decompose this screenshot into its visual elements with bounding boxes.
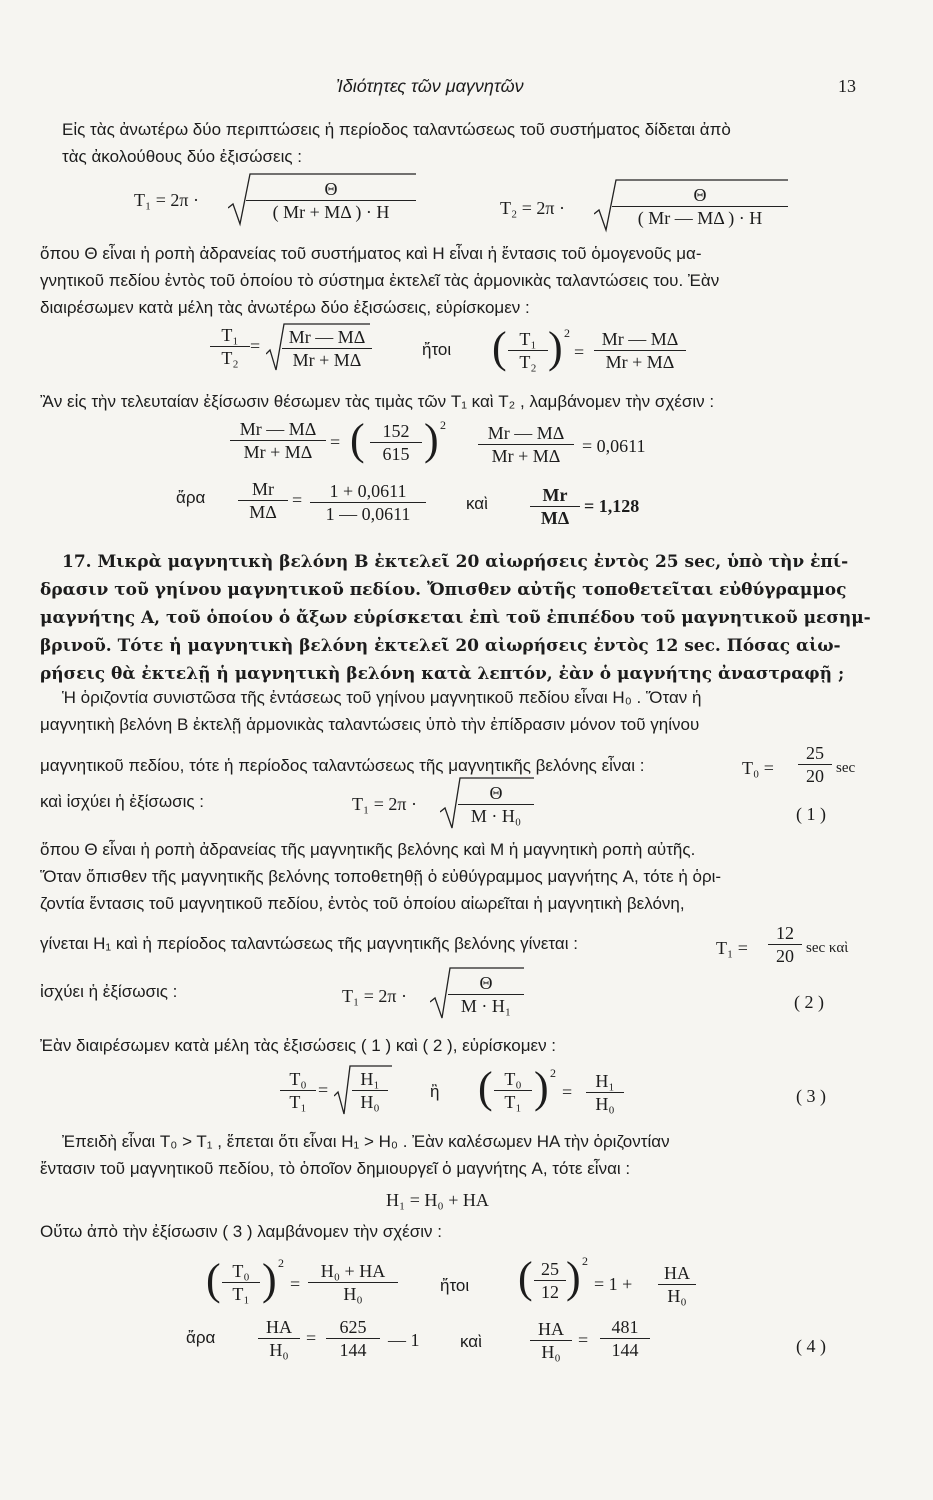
numerator: HA [530,1318,572,1341]
numerator: 625 [326,1316,380,1339]
denominator: MΔ [540,508,570,528]
eq-t2-fraction [612,184,788,229]
numerator: Mr — MΔ [594,328,686,351]
text-line: γνητικοῦ πεδίου ἐντὸς τοῦ ὁποίου τὸ σύστημα ἐκτελεῖ τὰς ἁρμονικὰς ταλαντώσεις του. Ἐὰν [40,271,720,290]
denominator: T₁ [504,1092,522,1112]
numerator: 12 [768,922,802,945]
denominator: 1 — 0,0611 [325,504,411,524]
right-paren: ) [566,1253,581,1302]
t0-fraction [798,742,832,787]
h-ratio [658,1262,696,1307]
t-ratio [280,1068,316,1113]
denominator: Mr + MΔ [605,352,675,372]
text-line: τὰς ἀκολούθους δύο ἐξισώσεις : [62,147,302,166]
numerator: H₀ + HA [308,1260,398,1283]
denominator: T₂ [519,352,537,372]
numerator: H₁ [586,1070,624,1093]
t-ratio [508,328,548,373]
itoi-word: ἤτοι [422,340,452,359]
denominator: Mr + MΔ [292,350,362,370]
eq-t1-fraction [246,178,416,223]
left-paren: ( [492,323,507,372]
text-line: καὶ ἰσχύει ἡ ἐξίσωσις : [40,792,205,811]
unit: sec [836,760,856,776]
numerator: H₁ [352,1068,388,1091]
numerator: T₁ [508,328,548,351]
right-paren: ) [262,1255,277,1304]
numerator: HA [258,1316,300,1339]
text-line: ὅπου Θ εἶναι ἡ ροπὴ ἀδρανείας τῆς μαγνητικῆς βελόνης καὶ M ἡ μαγνητικὴ ροπὴ αὐτῆς. [40,840,696,859]
numerator: Mr — MΔ [282,326,372,349]
exponent: 2 [278,1256,284,1270]
m-ratio [230,418,326,463]
eq1-fraction [458,782,534,827]
denominator: Mr + MΔ [491,446,561,466]
numerator: Θ [612,184,788,207]
text-line: Ἡ ὁριζοντία συνιστῶσα τῆς ἐντάσεως τοῦ γηίνου μαγνητικοῦ πεδίου εἶναι H₀ . Ὅταν ἡ [62,688,702,707]
h-ratio [258,1316,300,1361]
text-line: Ἂν εἰς τὴν τελευταίαν ἐξίσωσιν θέσωμεν τὰς τιμὰς τῶν T₁ καὶ T₂ , λαμβάνομεν τὴν σχέσιν : [40,392,715,411]
equals-sign: = [250,336,261,356]
result-ratio [600,1316,650,1361]
problem-line: ρήσεις θὰ ἐκτελῇ ἡ μαγνητικὴ βελόνη κατὰ λεπτόν, ἐὰν ὁ μαγνήτης ἀναστραφῇ ; [40,664,845,684]
right-paren: ) [424,415,439,464]
text-line: μαγνητικοῦ πεδίου, τότε ἡ περίοδος ταλαντώσεως τῆς μαγνητικῆς βελόνης εἶναι : [40,756,645,775]
equation-number: ( 2 ) [794,992,824,1012]
value-ratio [370,420,422,465]
value-ratio [326,1316,380,1361]
equation-number: ( 3 ) [796,1086,826,1106]
numerator: 1 + 0,0611 [310,480,426,503]
ara-word: ἄρα [186,1328,216,1347]
m-ratio [530,484,580,529]
numerator: Mr [530,484,580,507]
exponent: 2 [564,326,570,340]
text-line: Ὅταν ὄπισθεν τῆς μαγνητικῆς βελόνης τοποθετηθῇ ὁ εὐθύγραμμος μαγνήτης A, τότε ἡ ὁρι- [40,867,722,886]
denominator: M · H₁ [460,996,512,1016]
right-paren: ) [534,1063,549,1112]
m-ratio [238,478,288,523]
running-header: Ἰδιότητες τῶν μαγνητῶν [336,76,524,96]
text-line: Οὕτω ἀπὸ τὴν ἐξίσωσιν ( 3 ) λαμβάνομεν τὴν σχέσιν : [40,1222,442,1241]
or-word: ἢ [430,1082,440,1101]
eq-t1-lhs: T₁ = 2π · [134,190,200,210]
kai-word: καὶ [466,494,488,513]
numerator: Θ [448,972,524,995]
numerator: Mr — MΔ [230,418,326,441]
text-line: Ἐὰν διαιρέσωμεν κατὰ μέλη τὰς ἐξισώσεις ( 1 ) καὶ ( 2 ), εὑρίσκομεν : [40,1036,557,1055]
right-paren: ) [548,323,563,372]
denominator: M · H₀ [470,806,522,826]
unit: sec καὶ [806,940,849,956]
denominator: 615 [382,444,410,464]
denominator: 144 [339,1340,367,1360]
denominator: 12 [541,1282,559,1302]
page-number: 13 [838,76,856,96]
numerator: T₀ [494,1068,532,1091]
m-ratio [594,328,686,373]
equals-sign: = [578,1330,589,1350]
numerator: 25 [534,1258,566,1281]
eq-lhs: T₁ = 2π · [352,794,418,814]
numerator: 481 [600,1316,650,1339]
denominator: 20 [806,766,824,786]
denominator: T₂ [221,348,239,368]
problem-line: δρασιν τοῦ γηίνου μαγνητικοῦ πεδίου. Ὄπισθεν αὐτῆς τοποθετεῖται εὐθύγραμμος [40,580,847,600]
numerator: 152 [370,420,422,443]
text-line: ἔντασιν τοῦ μαγνητικοῦ πεδίου, τὸ ὁποῖον δημιουργεῖ ὁ μαγνήτης A, τότε εἶναι : [40,1159,631,1178]
denominator: H₀ [269,1340,289,1360]
h-ratio [352,1068,388,1113]
left-paren: ( [478,1063,493,1112]
value-ratio [310,480,426,525]
denominator: T₁ [289,1092,307,1112]
h-ratio [308,1260,398,1305]
denominator: H₀ [343,1284,363,1304]
denominator: Mr + MΔ [243,442,313,462]
eq2-fraction [448,972,524,1017]
numerator: T₀ [222,1260,260,1283]
numerator: Θ [246,178,416,201]
text-line: γίνεται H₁ καὶ ἡ περίοδος ταλαντώσεως τῆς μαγνητικῆς βελόνης γίνεται : [40,934,578,953]
text-line: Ἐπειδὴ εἶναι T₀ > T₁ , ἕπεται ὅτι εἶναι H₁ > H₀ . Ἐὰν καλέσωμεν HA τὴν ὁριζοντίαν [62,1132,670,1151]
numerator: Mr [238,478,288,501]
t-ratio [494,1068,532,1113]
text-line: ζοντία ἔντασις τοῦ μαγνητικοῦ πεδίου, ἐντὸς τοῦ ὁποίου αἰωρεῖται ἡ μαγνητικὴ βελόνη, [40,894,685,913]
value-ratio [534,1258,566,1303]
ara-word: ἄρα [176,488,206,507]
t1-fraction [768,922,802,967]
numerator: 25 [798,742,832,765]
kai-word: καὶ [460,1332,482,1351]
problem-line: βρινοῦ. Τότε ἡ μαγνητικὴ βελόνη ἐκτελεῖ 20 αἰωρήσεις ἐντὸς 12 sec. Πόσας αἰω- [40,636,841,656]
denominator: MΔ [249,502,277,522]
equation-number: ( 4 ) [796,1336,826,1356]
problem-line: μαγνήτης A, τοῦ ὁποίου ὁ ἄξων εὑρίσκεται ἐπὶ τοῦ ἐπιπέδου τοῦ μαγνητικοῦ μεσημ- [40,608,871,628]
result-value: = 1,128 [584,496,640,516]
eq-lhs: T₁ = 2π · [342,986,408,1006]
left-paren: ( [518,1253,533,1302]
equals-sign: = [290,1274,301,1294]
problem-line: 17. Μικρὰ μαγνητικὴ βελόνη B ἐκτελεῖ 20 αἰωρήσεις ἐντὸς 25 sec, ὑπὸ τὴν ἐπί- [62,552,849,572]
t0-label: T₀ = [742,758,774,778]
m-ratio [478,422,574,467]
denominator: 20 [776,946,794,966]
denominator: ( Mr + MΔ ) · H [272,202,390,222]
equals-sign: = [330,432,341,452]
numerator: Mr — MΔ [478,422,574,445]
equals-sign: = [306,1328,317,1348]
eq-t2-lhs: T₂ = 2π · [500,198,566,218]
h-sum-equation: H₁ = H₀ + HA [386,1190,489,1210]
text-line: ἰσχύει ἡ ἐξίσωσις : [40,982,178,1001]
exponent: 2 [582,1254,588,1268]
equals-sign: = [562,1082,573,1102]
equals-sign: = [574,342,585,362]
text-line: ὅπου Θ εἶναι ἡ ροπὴ ἀδρανείας τοῦ συστήματος καὶ H εἶναι ἡ ἔντασις τοῦ ὁμογενοῦς μα- [40,244,702,263]
result-value: = 0,0611 [582,436,646,456]
denominator: T₁ [232,1284,250,1304]
minus-one: — 1 [388,1330,420,1350]
exponent: 2 [550,1066,556,1080]
numerator: T₀ [280,1068,316,1091]
numerator: Θ [458,782,534,805]
equals-sign: = [292,490,303,510]
numerator: HA [658,1262,696,1285]
denominator: H₀ [595,1094,615,1114]
equation-number: ( 1 ) [796,804,826,824]
exponent: 2 [440,418,446,432]
text-line: Εἰς τὰς ἀνωτέρω δύο περιπτώσεις ἡ περίοδος ταλαντώσεως τοῦ συστήματος δίδεται ἀπὸ [62,120,731,139]
denominator: H₀ [360,1092,380,1112]
h-ratio [586,1070,624,1115]
denominator: 144 [611,1340,639,1360]
left-paren: ( [350,415,365,464]
t-ratio [210,324,250,369]
m-ratio [282,326,372,371]
text-line: διαιρέσωμεν κατὰ μέλη τὰς ἀνωτέρω δύο ἐξισώσεις, εὑρίσκομεν : [40,298,530,317]
numerator: T₁ [210,324,250,347]
equals-sign: = [318,1080,329,1100]
itoi-word: ἤτοι [440,1276,470,1295]
t-ratio [222,1260,260,1305]
h-ratio [530,1318,572,1363]
denominator: H₀ [667,1286,687,1306]
t1-label: T₁ = [716,938,748,958]
rhs-text: = 1 + [594,1274,633,1294]
denominator: ( Mr — MΔ ) · H [637,208,763,228]
text-line: μαγνητικὴ βελόνη B ἐκτελῇ ἁρμονικὰς ταλαντώσεις ὑπὸ τὴν ἐπίδρασιν μόνον τοῦ γηίνου [40,715,700,734]
left-paren: ( [206,1255,221,1304]
denominator: H₀ [541,1342,561,1362]
